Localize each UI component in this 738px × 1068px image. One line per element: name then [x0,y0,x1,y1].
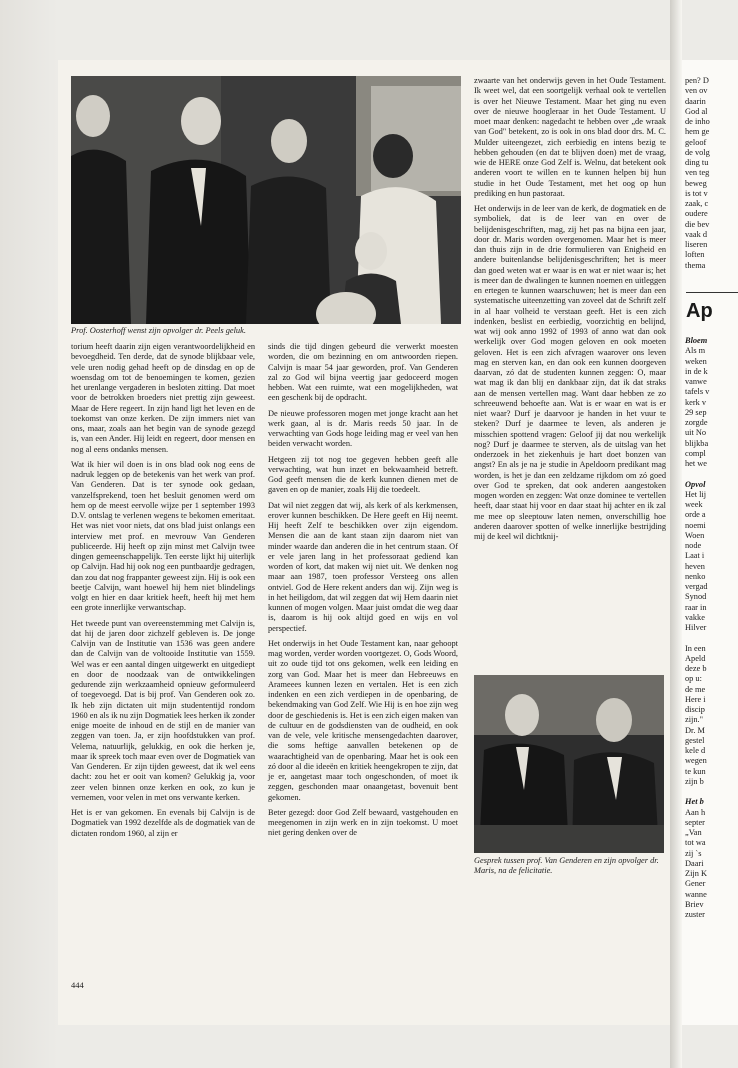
text-line: deze b [685,664,707,673]
text-line: Opvol [685,479,706,489]
text-line: daarin [685,96,706,106]
text-line: Apeld [685,653,706,663]
text-line: blijkba [685,438,709,448]
text-line: hem ge [685,127,710,137]
text-line: het we [685,459,708,468]
text-line: is tot v [685,188,708,198]
book-gutter [670,0,682,1068]
text-line: Here i [685,694,706,704]
paragraph: Beter gezegd: door God Zelf bewaard, vastgehouden en meegenomen in zijn werk en in zijn toekomst. U moet niet gering denken over de [268,807,458,838]
text-line: Laat i [685,551,705,561]
text-line: heven [685,561,705,571]
text-line: die bev [685,219,710,229]
text-column-3 [474,76,666,547]
text-line: zuster [685,910,705,919]
text-line: God al [685,106,708,116]
text-line: vanwe [685,377,707,386]
section-divider [686,292,738,293]
text-line: vergad [685,582,708,591]
paragraph: torium heeft daarin zijn eigen verantwoordelijkheid en bevoegdheid. Ten derde, dat de synode blijkbaar vele, vele uren nodig gehad heeft op de dinsdag en op de woensdag om tot de benoemingen te komen, gezien het urenlange vergaderen in besloten zitting. Dat moet voor de betrokken broeders niet prettig zijn geweest. Maar de Here regeert. In zijn hand ligt het leven en de toekomst van onze kerken. De zijn immers niet van ons, maar, zoals aan het begin van de synode gezegd is, van een Ander. Hij leidt en regeert, door mensen en nog al eens ondanks mensen. [71,342,255,454]
text-line: ven teg [685,168,710,178]
text-line: Het b [685,797,704,807]
text-line: „Van [685,828,702,837]
text-line: Synod [685,592,707,602]
text-line: ding tu [685,158,709,167]
paragraph: Het onderwijs in de leer van de kerk, de dogmatiek en de symboliek, dat is de leer van en over de belijdenisgeschriften, mag, zij het pas na bijna een jaar, door dr. Maris worden overgenomen. Maar het is meer dan thuis zijn in de drie formulieren van Enigheid en andere buitenlandse belijdenisgeschriften; het is meer dan goed weten wat er waar is en wat er niet waar is; het is meer dan de dwalingen te kunnen noemen en uitleggen en ertegen te kunnen waarschuwen; het is meer dan een systematische uiteenzetting van zoveel dat de Schrift zelf in al haar volheid te verstaan geeft. Het is een zich indenken, beslist en eerbiedig, voorzichtig en belijnd, wat wij ook anno 1992 of 1993 of anno wat dan ook werkelijk over God mogen geloven en ook moeten geloven. Het is een zich afvragen waarover ons leven mag en sterven kan, en dan ook een kunnen doorgeven daarvan, zó dat de studenten kunnen zeggen: O, maar wat mag ik dan blij en dankbaar zijn, dat ik dat straks aan de mensen vertellen mag. Want daar hebben ze zo schreeuwend behoefte aan. Wat is er waar en wat is er niet waar? Durf je daarvoor je handen in het vuur te steken? Durf je daarmee te leven, als anderen je misschien spottend vragen: Geloof jij dat nou werkelijk nog? Durf je daarmee te sterven, als de uitslag van het onderzoek in het ziekenhuis je hart doet bonzen van angst? En als je na je studie in Apeldoorn predikant mag worden, is het je dan een zeldzame rijkdom om zó goed over God te spreken, dat ook anderen aangestoken mogen worden en zeggen: Wat onze dominee te vertellen heeft, daar staat hij voor en daar staat hij achter en ik zal me mee op sleeptouw laten nemen, onverschillig hoe anderen daarover spotten of welke innerlijke bestrijding mij de keel wil dichtknij- [474,204,666,541]
text-line: week [685,500,703,509]
page-number: 444 [71,980,84,990]
text-line: Als m [685,346,706,356]
section-heading: Ap [686,300,713,322]
text-line: Aan h [685,807,706,817]
paragraph: zwaarte van het onderwijs geven in het Oude Testament. Ik weet wel, dat een soortgelijk verhaal ook te vertellen is over het Nieuwe Testament. Maar het ging nu even over de nieuwe hoogleraar in het Oude Testament. U moet maar denken: nagedacht te hebben over „de wraak van God" betekent, zo is ook in ons blad door drs. M. C. Mulder uiteengezet, zich eerbiedig en intens bezig te hebben gehouden (en dat te blijven doen) met de vraag, wie de HERE onze God Zelf is. Welnu, dat betekent ook anderen voort te willen en te kunnen helpen bij hun studie in het Oude Testament, met het oog op hun prediking en hun pastoraat. [474,76,666,198]
text-line: kele d [685,746,706,755]
text-column-1 [71,342,255,844]
photo-congratulations [71,76,461,324]
text-line: Zijn K [685,869,708,878]
text-line: Daari [685,858,704,868]
text-line: thema [685,260,706,270]
photo-congratulations-image [71,76,461,324]
facing-page-text-top [685,76,710,271]
text-line: geloof [685,137,707,147]
text-line: Hilver [685,623,707,632]
text-line: Gener [685,879,706,889]
facing-page-edge [682,60,738,1025]
paragraph: sinds die tijd dingen gebeurd die verwerkt moesten worden, die om bezinning en om antwoorden riepen. Calvijn is maar 54 jaar geworden, prof. Van Genderen zal zo God wil bijna veertig jaar gedoceerd mogen hebben. Wat een ruimte, wat een mogelijkheden, wat een geschenk bij de opdracht. [268,342,458,403]
text-line: weken [685,356,707,366]
text-line: loften [685,250,705,260]
text-line: vaak d [685,229,708,239]
text-line: Dr. M [685,725,705,735]
text-line: te kun [685,766,706,776]
text-line: zijn." [685,715,704,725]
text-line: oudere [685,209,708,219]
text-line [685,633,709,643]
photo-conversation [474,675,664,853]
text-line: tafels v [685,387,710,397]
text-line: compl [685,448,706,458]
text-line: kerk v [685,397,707,407]
text-line: 29 sep [685,407,707,417]
text-line: In een [685,643,706,653]
text-column-2 [268,342,458,844]
text-line: nenko [685,571,706,581]
paragraph: Wat ik hier wil doen is in ons blad ook nog eens de nadruk leggen op de betekenis van het werk van prof. Van Genderen. Dat is ter synode ook gedaan, vanzelfsprekend, toen het besluit genomen werd om hem op de meest eervolle wijze per 1 september 1993 D.V. ontslag te verlenen wegens te bekomen emeritaat. Het was niet voor niets, dat ons blad juist onlangs een interview met prof. en mevrouw Van Genderen publiceerde. Hij heeft op zijn minst met Calvijn twee dingen gemeenschappelijk. Ten eerste lijkt hij uiterlijk op Calvijn. Had hij ook nog een puntbaardje gedragen, dan zou dat nog frappanter geweest zijn. Hij is ook een beetje Calvijn, want hoewel hij hem niet blindelings volgt en hier en daar kritiek heeft, heeft hij met hem een grote innerlijke verwantschap. [71,459,255,613]
paragraph: Het is er van gekomen. En evenals bij Calvijn is de Dogmatiek van 1992 dezelfde als de dogmatiek van de dictaten rondom 1960, al zijn er [71,808,255,838]
text-line: de me [685,684,706,694]
magazine-page [58,60,676,1025]
text-line: discip [685,705,705,714]
text-line: septer [685,817,705,827]
text-line: zij `s [685,848,702,858]
text-line: in de k [685,366,708,376]
paragraph: Het onderwijs in het Oude Testament kan, naar gehoopt mag worden, verder worden voortgezet. O, Gods Woord, uit zo oude tijd tot ons gekomen, welk een leiding en zorg van God. Maar het is meer dan Hebreeuws en Arameees kunnen lezen en vertalen. Het is een zich indenken en een zich verdiepen in de openbaring, de bekendmaking van God Zelf. Wie Hij is en hoe zijn weg door de geschiedenis is. Het is een zich eigen maken van de cultuur en de godsdiensten van de oudheid, en ook van de vele, vele kritische mensengedachten daarover, die soms heftige aanvallen betekenen op de waarachtigheid van de openbaring. Maar het is ook een zó door al die ideeën en kritiek heengekropen te zijn, dat je er, aangetast maar toch ongeschonden, of moet ik zeggen, geschonden maar onaangetast, bovenuit bent gekomen. [268,638,458,802]
left-margin-shade [0,0,58,1068]
text-line: pen? D [685,76,709,85]
text-line: Het lij [685,489,707,499]
text-line: Woen [685,530,705,540]
text-line: tot wa [685,838,706,848]
text-line: zijn b [685,776,704,786]
paragraph: Het tweede punt van overeenstemming met Calvijn is, dat hij de jaren door zichzelf gebleven is. De jonge Calvijn van de Institutie van 1536 was geen andere dan de Calvijn van de voltooide Institutie van 1559. Wel was er een aantal dingen uitgewerkt en uitgediept en door de noodzaak van de ontwikkelingen gedurende zijn werkzaamheid opnieuw geformuleerd of toegevoegd. Dat is bij prof. Van Genderen ook zo. Ik heb zijn dictaten uit mijn studententijd rondom 1960 en als ik nu zijn Dogmatiek lees herken ik zonder enige moeite de inhoud en de stijl en de manier van zeggen van toen. Ja, er zijn hoofdstukken van prof. Velema, natuurlijk, gelukkig, en ook die herken je, maar ik spreek toch maar even over de Dogmatiek van Van Genderen. Er zijn tijden geweest, dat ik wel eens dacht: zou het er ooit van komen? Gelukkig ja, voor zeer velen binnen onze kerken en ook, zo kun je vernemen, voor velen in met ons verwante kerken. [71,618,255,802]
text-line [685,469,709,479]
text-line: Briev [685,899,704,909]
text-line: op u: [685,674,702,684]
photo-caption-top: Prof. Oosterhoff wenst zijn opvolger dr. Peels geluk. [71,326,246,335]
text-line: vakke [685,612,705,622]
text-line: wegen [685,756,707,766]
text-line: gestel [685,735,705,745]
photo-caption-bottom: Gesprek tussen prof. Van Genderen en zijn opvolger dr. Maris, na de felicitatie. [474,856,659,876]
text-line: uit No [685,428,707,438]
paragraph: De nieuwe professoren mogen met jonge kracht aan het werk gaan, al is dr. Maris reeds 50 jaar. In de verwachting van Gods hoge leiding mag er veel van hen beiden verwacht worden. [268,408,458,449]
text-line: orde a [685,510,706,520]
paragraph: Dat wil niet zeggen dat wij, als kerk of als kerkmensen, erover kunnen beschikken. De Here geeft en Hij neemt. Hij heeft Zelf te beschikken over zijn eigendom. Mensen die aan de kant staan zijn daarom niet van minder waarde dan anderen die in het centrum staan. Of er vele jaren lang in het professoraat gediend kan worden of kort, dat maken wij niet uit. We denken nog maar aan 1987, toen professor Versteeg ons allen ontviel. God de Here rekent anders dan wij. Zijn weg is in het heiligdom, dat wil zeggen dat wij Hem daarin niet kunnen of mogen volgen. Maar juist omdat die weg daar is, daarom is hij ook altijd goed en wijs en vol perspectief. [268,500,458,633]
text-line: de volg [685,147,710,157]
text-line: ven ov [685,86,708,96]
facing-page-text-bottom [685,336,709,920]
photo-conversation-image [474,675,664,853]
text-line: wanne [685,889,707,899]
text-line: liseren [685,240,708,249]
text-line: raar in [685,602,707,612]
paragraph: Hetgeen zij tot nog toe gegeven hebben geeft alle verwachting, wat hun inzet en bekwaamheid betreft. God geeft mensen die de kerk kunnen dienen met de gaven en op de manier, zoals Hij die toedeelt. [268,454,458,495]
text-line: de inho [685,117,710,126]
text-line: zorgde [685,418,708,427]
text-line: Bloem [685,336,708,345]
text-line: beweg [685,178,707,188]
text-line: node [685,541,702,550]
text-line: zaak, c [685,199,709,208]
text-line [685,787,709,797]
text-line: noemi [685,520,706,530]
